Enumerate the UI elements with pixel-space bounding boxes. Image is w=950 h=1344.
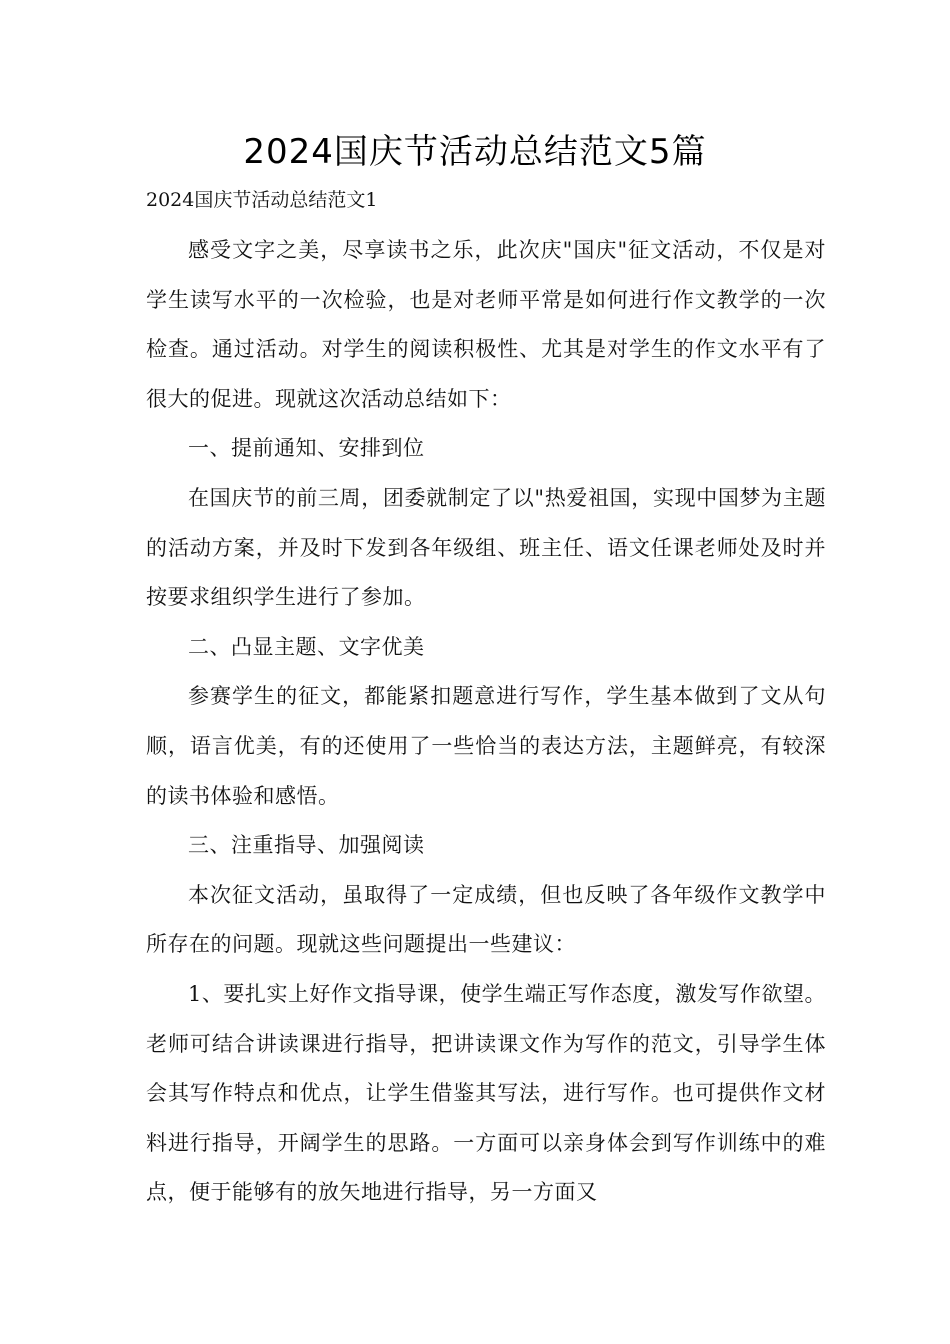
- heading-section-3: 三、注重指导、加强阅读: [188, 833, 425, 858]
- paragraph-section-2: 参赛学生的征文，都能紧扣题意进行写作，学生基本做到了文从句顺，语言优美，有的还使用了一些恰当的表达方法，主题鲜亮，有较深的读书体验和感悟。: [146, 684, 826, 808]
- paragraph-suggestion-1: 1、要扎实上好作文指导课，使学生端正写作态度，激发写作欲望。老师可结合讲读课进行指导，把讲读课文作为写作的范文，引导学生体会其写作特点和优点，让学生借鉴其写法，进行写作。也可提供作文材料进行指导，开阔学生的思路。一方面可以亲身体会到写作训练中的难点，便于能够有的放矢地进行指导，另一方面又: [146, 981, 826, 1205]
- paragraph-section-1: 在国庆节的前三周，团委就制定了以"热爱祖国，实现中国梦为主题的活动方案，并及时下发到各年级组、班主任、语文任课老师处及时并按要求组织学生进行了参加。: [146, 485, 826, 610]
- paragraph-section-3: 本次征文活动，虽取得了一定成绩，但也反映了各年级作文教学中所存在的问题。现就这些问题提出一些建议：: [146, 882, 826, 957]
- heading-section-2: 二、凸显主题、文字优美: [188, 634, 425, 659]
- section-subtitle: 2024国庆节活动总结范文1: [146, 189, 378, 211]
- paragraph-intro: 感受文字之美，尽享读书之乐，此次庆"国庆"征文活动，不仅是对学生读写水平的一次检验，也是对老师平常是如何进行作文教学的一次检查。通过活动。对学生的阅读积极性、尤其是对学生的作文水平有了很大的促进。现就这次活动总结如下：: [146, 238, 826, 411]
- heading-section-1: 一、提前通知、安排到位: [188, 436, 425, 461]
- document-body: [146, 226, 826, 1218]
- document-title: 2024国庆节活动总结范文5篇: [243, 132, 707, 172]
